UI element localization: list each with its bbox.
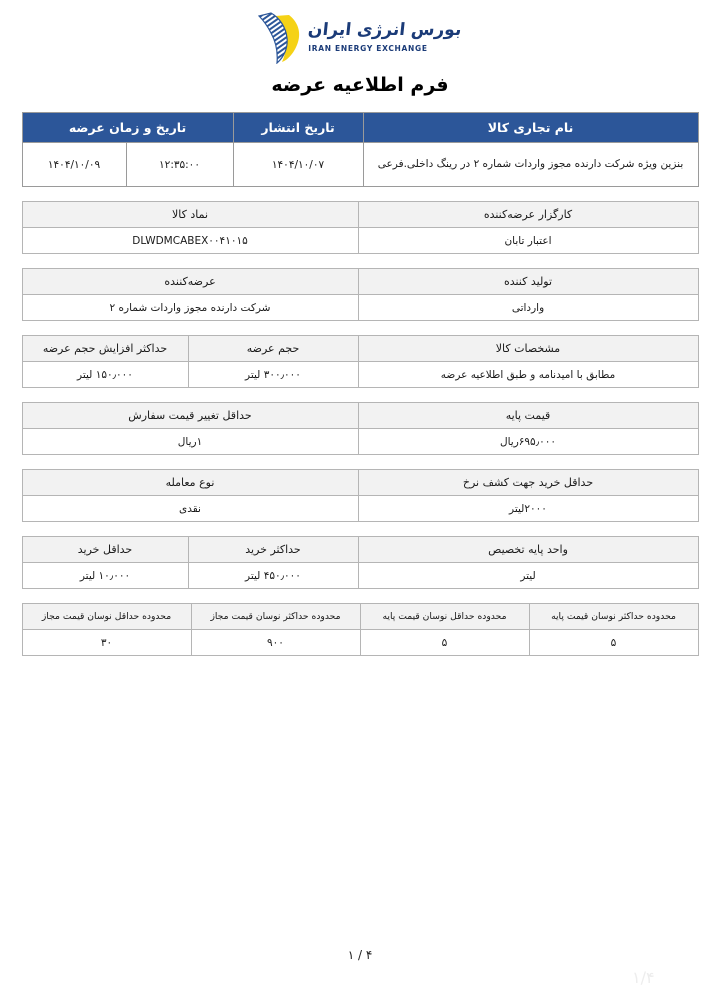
value-min-price-tick: ۱ریال xyxy=(22,429,358,455)
table-header-row xyxy=(22,336,698,362)
logo-text-fa: بورس انرژی ایران xyxy=(307,20,463,41)
document-header xyxy=(0,0,720,66)
table-row xyxy=(22,563,698,589)
table-row xyxy=(22,496,698,522)
value-max-base-price-fluctuation: ۵ xyxy=(529,630,698,656)
header-min-price-tick: حداقل تغییر قیمت سفارش xyxy=(22,403,358,429)
header-min-allowed-price-fluctuation: محدوده حداقل نوسان قیمت مجاز xyxy=(22,604,191,630)
header-min-purchase: حداقل خرید xyxy=(22,537,188,563)
table-row xyxy=(22,228,698,254)
value-max-purchase: ۴۵۰٫۰۰۰ لیتر xyxy=(188,563,358,589)
value-offer-date: ۱۴۰۴/۱۰/۰۹ xyxy=(22,143,126,187)
logo-text-en: IRAN ENERGY EXCHANGE xyxy=(308,43,428,53)
header-offer-volume: حجم عرضه xyxy=(188,336,358,362)
header-producer: تولید کننده xyxy=(358,269,698,295)
iran-energy-exchange-logo xyxy=(258,12,461,64)
value-producer: وارداتی xyxy=(358,295,698,321)
value-min-base-price-fluctuation: ۵ xyxy=(360,630,529,656)
value-offer-volume: ۳۰۰٫۰۰۰ لیتر xyxy=(188,362,358,388)
header-commodity-specs: مشخصات کالا xyxy=(358,336,698,362)
value-commodity-specs: مطابق با امیدنامه و طبق اطلاعیه عرضه xyxy=(358,362,698,388)
header-trade-type: نوع معامله xyxy=(22,470,358,496)
table-specs-volume xyxy=(22,335,699,388)
header-max-base-price-fluctuation: محدوده حداکثر نوسان قیمت پایه xyxy=(529,604,698,630)
header-commodity-symbol: نماد کالا xyxy=(22,202,358,228)
header-min-base-price-fluctuation: محدوده حداقل نوسان قیمت پایه xyxy=(360,604,529,630)
table-row xyxy=(22,295,698,321)
header-offer-datetime: تاریخ و زمان عرضه xyxy=(22,113,233,143)
header-max-volume-increase: حداکثر افزایش حجم عرضه xyxy=(22,336,188,362)
value-publish-date: ۱۴۰۴/۱۰/۰۷ xyxy=(233,143,363,187)
header-supplier: عرضه‌کننده xyxy=(22,269,358,295)
table-row xyxy=(22,362,698,388)
table-row xyxy=(22,143,698,187)
header-product-name: نام تجاری کالا xyxy=(363,113,698,143)
table-header-row xyxy=(22,403,698,429)
value-supplier: شرکت دارنده مجوز واردات شماره ۲ xyxy=(22,295,358,321)
value-min-buy-for-price-discovery: ۲۰۰۰لیتر xyxy=(358,496,698,522)
header-max-purchase: حداکثر خرید xyxy=(188,537,358,563)
page-watermark: ۱/۴ xyxy=(632,968,655,987)
table-header-row xyxy=(22,202,698,228)
value-max-volume-increase: ۱۵۰٫۰۰۰ لیتر xyxy=(22,362,188,388)
value-allocation-base-unit: لیتر xyxy=(358,563,698,589)
table-header-row xyxy=(22,604,698,630)
table-header-row xyxy=(22,470,698,496)
table-header-row xyxy=(22,113,698,143)
value-min-purchase: ۱۰٫۰۰۰ لیتر xyxy=(22,563,188,589)
value-offering-broker: اعتبار تابان xyxy=(358,228,698,254)
table-header-row xyxy=(22,269,698,295)
value-min-allowed-price-fluctuation: ۳۰ xyxy=(22,630,191,656)
table-trade-type xyxy=(22,469,699,522)
table-row xyxy=(22,429,698,455)
header-publish-date: تاریخ انتشار xyxy=(233,113,363,143)
header-allocation-base-unit: واحد پایه تخصیص xyxy=(358,537,698,563)
value-commodity-symbol: DLWDMCABEX۰۰۴۱۰۱۵ xyxy=(22,228,358,254)
value-product-name: بنزین ویژه شرکت دارنده مجوز واردات شماره ۲ در رینگ داخلی.فرعی xyxy=(363,143,698,187)
table-fluctuation-ranges xyxy=(22,603,699,656)
table-producer-supplier xyxy=(22,268,699,321)
value-max-allowed-price-fluctuation: ۹۰۰ xyxy=(191,630,360,656)
table-broker-symbol xyxy=(22,201,699,254)
table-row xyxy=(22,630,698,656)
exchange-logo-mark-icon xyxy=(258,12,302,64)
header-offering-broker: کارگزار عرضه‌کننده xyxy=(358,202,698,228)
header-max-allowed-price-fluctuation: محدوده حداکثر نوسان قیمت مجاز xyxy=(191,604,360,630)
page-number: ۴ / ۱ xyxy=(347,948,373,962)
table-allocation xyxy=(22,536,699,589)
header-base-price: قیمت پایه xyxy=(358,403,698,429)
table-header-row xyxy=(22,537,698,563)
table-offer-main xyxy=(22,112,699,187)
value-trade-type: نقدی xyxy=(22,496,358,522)
header-min-buy-for-price-discovery: حداقل خرید جهت کشف نرخ xyxy=(358,470,698,496)
page-title: فرم اطلاعیه عرضه xyxy=(271,74,449,96)
value-base-price: ۶۹۵٫۰۰۰ریال xyxy=(358,429,698,455)
table-price xyxy=(22,402,699,455)
value-offer-time: ۱۲:۳۵:۰۰ xyxy=(126,143,233,187)
